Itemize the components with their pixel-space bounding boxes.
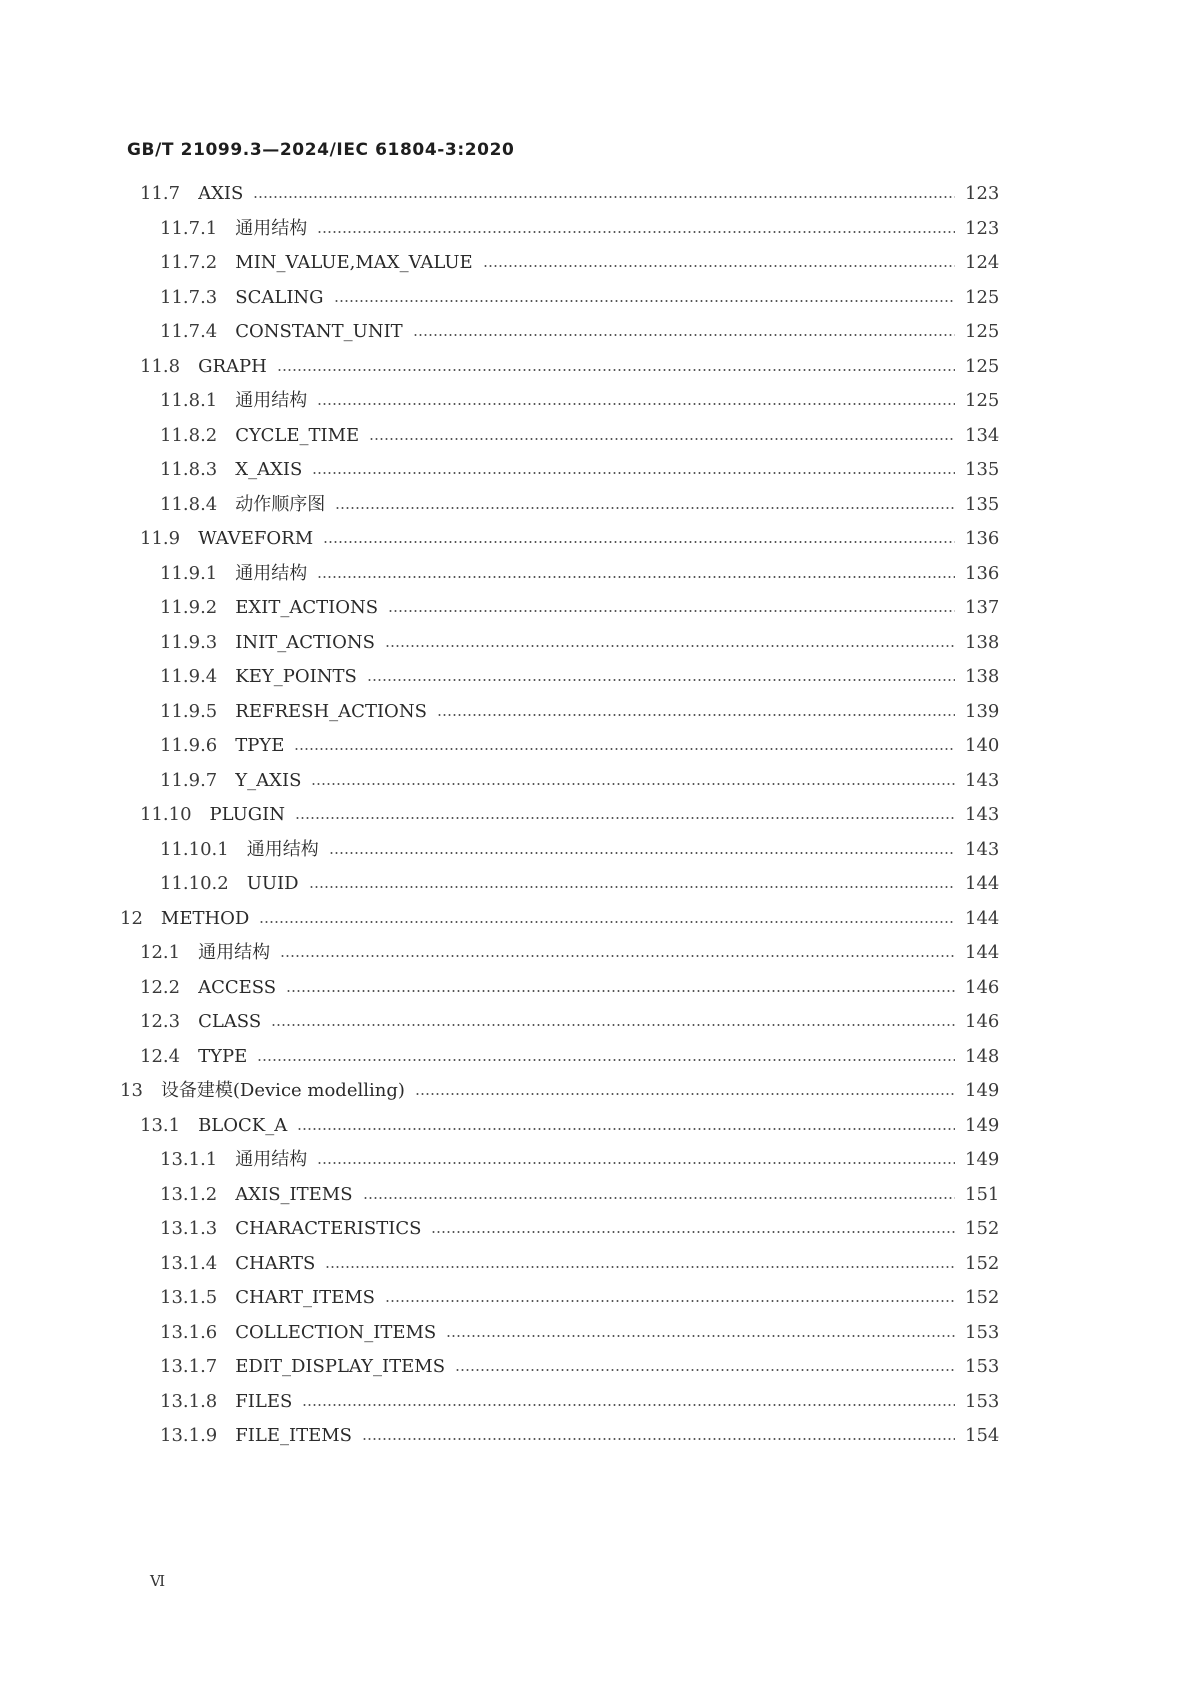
toc-dot-leader — [257, 1059, 955, 1061]
toc-entry[interactable] — [140, 521, 1000, 557]
toc-entry-number: 11.9 — [140, 528, 181, 549]
toc-entry-number: 11.9.5 — [160, 700, 218, 722]
toc-entry-title: MIN_VALUE,MAX_VALUE — [235, 252, 473, 273]
toc-entry-title: 通用结构 — [235, 217, 308, 239]
toc-entry-page: 125 — [965, 321, 1000, 342]
toc-dot-leader — [325, 1266, 955, 1268]
toc-entry[interactable] — [160, 452, 1000, 488]
toc-entry[interactable] — [120, 901, 1000, 937]
toc-dot-leader — [286, 990, 955, 992]
toc-entry-number: 13.1.1 — [160, 1149, 218, 1170]
toc-entry-title: 通用结构 — [246, 838, 319, 860]
toc-entry[interactable] — [160, 763, 1000, 799]
toc-entry-number: 13.1.7 — [160, 1356, 218, 1377]
toc-entry-title: X_AXIS — [235, 459, 303, 480]
toc-dot-leader — [317, 403, 955, 405]
toc-entry-title: AXIS — [198, 183, 244, 204]
toc-entry-number: 11.7.3 — [160, 286, 218, 308]
toc-dot-leader — [280, 955, 955, 957]
toc-entry[interactable] — [160, 314, 1000, 350]
toc-dot-leader — [271, 1024, 955, 1026]
toc-dot-leader — [385, 645, 955, 647]
toc-entry-number: 11.7.2 — [160, 252, 218, 273]
toc-entry[interactable] — [160, 1315, 1000, 1351]
toc-entry-page: 136 — [965, 528, 1000, 549]
toc-entry-page: 149 — [965, 1114, 1000, 1136]
toc-entry-number: 13.1.9 — [160, 1425, 218, 1446]
toc-entry-number: 11.9.1 — [160, 562, 218, 584]
toc-entry-title: EXIT_ACTIONS — [235, 597, 379, 618]
toc-entry-page: 143 — [965, 769, 1000, 791]
toc-dot-leader — [446, 1335, 955, 1337]
toc-entry-page: 154 — [965, 1425, 1000, 1446]
toc-entry-page: 152 — [965, 1252, 1000, 1274]
toc-dot-leader — [413, 334, 955, 336]
toc-entry-number: 11.10.2 — [160, 873, 229, 894]
toc-entry-title: METHOD — [160, 907, 250, 929]
toc-entry-title: REFRESH_ACTIONS — [235, 700, 427, 722]
toc-dot-leader — [317, 231, 955, 233]
toc-entry-number: 13.1.4 — [160, 1252, 218, 1274]
toc-entry-number: 11.8.4 — [160, 493, 218, 515]
toc-dot-leader — [317, 1162, 955, 1164]
toc-entry-page: 149 — [965, 1080, 1000, 1101]
toc-dot-leader — [309, 886, 955, 888]
toc-entry-number: 12.2 — [140, 976, 181, 998]
toc-dot-leader — [369, 438, 955, 440]
toc-entry-page: 123 — [965, 217, 1000, 239]
toc-entry-number: 11.8.3 — [160, 459, 218, 480]
toc-entry-title: CHARACTERISTICS — [235, 1218, 422, 1239]
toc-dot-leader — [311, 783, 955, 785]
toc-entry-page: 149 — [965, 1149, 1000, 1170]
toc-entry-number: 12.1 — [140, 942, 181, 963]
toc-entry-title: CLASS — [198, 1011, 262, 1032]
toc-entry-title: FILE_ITEMS — [235, 1425, 352, 1446]
toc-entry-number: 11.9.2 — [160, 597, 218, 618]
toc-entry-title: 通用结构 — [235, 390, 308, 411]
toc-entry[interactable] — [160, 1418, 1000, 1454]
toc-entry-page: 152 — [965, 1218, 1000, 1239]
toc-entry[interactable] — [160, 211, 1000, 247]
toc-entry[interactable] — [140, 176, 1000, 212]
toc-entry[interactable] — [140, 1004, 1000, 1040]
toc-entry[interactable] — [160, 1280, 1000, 1316]
toc-entry-number: 13.1.8 — [160, 1390, 218, 1412]
toc-entry-number: 13.1.3 — [160, 1218, 218, 1239]
toc-dot-leader — [294, 748, 955, 750]
toc-entry-title: INIT_ACTIONS — [235, 631, 375, 653]
toc-entry-page: 146 — [965, 976, 1000, 998]
toc-entry[interactable] — [160, 694, 1000, 730]
toc-entry-page: 144 — [965, 907, 1000, 929]
toc-entry-number: 11.8 — [140, 355, 181, 377]
toc-dot-leader — [253, 196, 955, 198]
toc-dot-leader — [363, 1197, 955, 1199]
toc-entry[interactable] — [120, 1073, 1000, 1109]
toc-entry-page: 125 — [965, 355, 1000, 377]
toc-dot-leader — [388, 610, 955, 612]
toc-entry-page: 134 — [965, 424, 1000, 446]
toc-dot-leader — [437, 714, 955, 716]
toc-entry[interactable] — [160, 659, 1000, 695]
toc-dot-leader — [277, 369, 955, 371]
toc-dot-leader — [415, 1093, 955, 1095]
toc-entry-page: 153 — [965, 1321, 1000, 1343]
toc-entry-title: GRAPH — [198, 355, 267, 377]
toc-entry-title: WAVEFORM — [198, 528, 314, 549]
toc-entry-number: 13.1 — [140, 1114, 181, 1136]
toc-dot-leader — [302, 1404, 955, 1406]
toc-entry-page: 144 — [965, 942, 1000, 963]
toc-entry[interactable] — [160, 866, 1000, 902]
toc-entry-title: 动作顺序图 — [235, 493, 326, 515]
toc-entry-page: 125 — [965, 390, 1000, 411]
toc-dot-leader — [312, 472, 955, 474]
toc-entry-page: 135 — [965, 459, 1000, 480]
toc-entry-page: 137 — [965, 597, 1000, 618]
toc-entry-title: 通用结构 — [235, 562, 308, 584]
toc-entry[interactable] — [160, 1384, 1000, 1420]
toc-entry-title: CHART_ITEMS — [235, 1287, 375, 1308]
toc-entry-page: 139 — [965, 700, 1000, 722]
toc-entry-page: 144 — [965, 873, 1000, 894]
toc-entry[interactable] — [160, 1211, 1000, 1247]
toc-entry-title: CYCLE_TIME — [235, 424, 360, 446]
toc-entry-title: SCALING — [235, 286, 324, 308]
toc-entry-number: 11.8.2 — [160, 424, 218, 446]
toc-dot-leader — [431, 1231, 955, 1233]
toc-entry[interactable] — [160, 487, 1000, 523]
toc-entry[interactable] — [160, 590, 1000, 626]
toc-entry[interactable] — [160, 832, 1000, 868]
toc-entry[interactable] — [160, 418, 1000, 454]
toc-entry-title: BLOCK_A — [198, 1114, 288, 1136]
toc-entry-number: 11.10.1 — [160, 838, 229, 860]
toc-entry-number: 11.8.1 — [160, 390, 218, 411]
toc-entry-title: ACCESS — [198, 976, 277, 998]
toc-entry-number: 11.9.7 — [160, 769, 218, 791]
toc-entry-title: PLUGIN — [209, 804, 286, 825]
toc-entry[interactable] — [140, 1108, 1000, 1144]
toc-entry-number: 13 — [120, 1080, 143, 1101]
toc-entry[interactable] — [160, 1349, 1000, 1385]
toc-dot-leader — [483, 265, 955, 267]
toc-entry-title: TPYE — [235, 735, 285, 756]
toc-entry-title: Y_AXIS — [235, 769, 302, 791]
toc-dot-leader — [323, 541, 955, 543]
toc-entry-page: 136 — [965, 562, 1000, 584]
toc-entry[interactable] — [160, 383, 1000, 419]
toc-entry-title: EDIT_DISPLAY_ITEMS — [235, 1356, 446, 1377]
toc-entry-title: 设备建模(Device modelling) — [160, 1080, 405, 1101]
toc-entry-page: 124 — [965, 252, 1000, 273]
toc-dot-leader — [329, 852, 955, 854]
toc-entry[interactable] — [160, 1177, 1000, 1213]
toc-entry-page: 146 — [965, 1011, 1000, 1032]
toc-entry-title: KEY_POINTS — [235, 666, 357, 687]
toc-entry-page: 135 — [965, 493, 1000, 515]
toc-dot-leader — [455, 1369, 955, 1371]
toc-entry-page: 151 — [965, 1183, 1000, 1205]
toc-dot-leader — [259, 921, 955, 923]
toc-entry-title: CONSTANT_UNIT — [235, 321, 403, 342]
toc-entry[interactable] — [140, 1039, 1000, 1075]
toc-entry[interactable] — [140, 349, 1000, 385]
toc-entry-title: CHARTS — [235, 1252, 316, 1274]
toc-entry-title: 通用结构 — [198, 942, 271, 963]
toc-entry-title: AXIS_ITEMS — [235, 1183, 353, 1205]
toc-entry-title: COLLECTION_ITEMS — [235, 1321, 437, 1343]
toc-dot-leader — [362, 1438, 955, 1440]
toc-entry[interactable] — [160, 556, 1000, 592]
toc-entry-title: 通用结构 — [235, 1149, 308, 1170]
toc-entry-page: 138 — [965, 631, 1000, 653]
toc-entry-number: 12.4 — [140, 1045, 181, 1067]
toc-entry-number: 12.3 — [140, 1011, 181, 1032]
toc-dot-leader — [297, 1128, 955, 1130]
toc-entry-page: 143 — [965, 838, 1000, 860]
toc-dot-leader — [367, 679, 955, 681]
toc-entry[interactable] — [160, 280, 1000, 316]
toc-entry-page: 152 — [965, 1287, 1000, 1308]
toc-entry-number: 11.7.4 — [160, 321, 218, 342]
toc-entry-page: 148 — [965, 1045, 1000, 1067]
toc-entry-page: 138 — [965, 666, 1000, 687]
toc-entry[interactable] — [160, 625, 1000, 661]
document-standard-id: GB/T 21099.3—2024/IEC 61804-3:2020 — [127, 140, 515, 160]
toc-entry-number: 13.1.5 — [160, 1287, 218, 1308]
toc-entry-page: 153 — [965, 1390, 1000, 1412]
toc-dot-leader — [295, 817, 955, 819]
toc-entry-title: TYPE — [198, 1045, 248, 1067]
toc-entry[interactable] — [160, 1142, 1000, 1178]
toc-dot-leader — [334, 300, 955, 302]
toc-dot-leader — [317, 576, 955, 578]
page-number: Ⅵ — [150, 1572, 166, 1590]
toc-entry-number: 11.10 — [140, 804, 192, 825]
toc-entry[interactable] — [160, 728, 1000, 764]
toc-entry-page: 140 — [965, 735, 1000, 756]
toc-entry-number: 13.1.6 — [160, 1321, 218, 1343]
toc-entry-page: 125 — [965, 286, 1000, 308]
toc-entry-number: 11.9.3 — [160, 631, 218, 653]
toc-entry[interactable] — [140, 797, 1000, 833]
toc-entry-title: UUID — [246, 873, 299, 894]
toc-entry[interactable] — [140, 935, 1000, 971]
toc-entry-number: 11.7 — [140, 183, 181, 204]
toc-entry-number: 11.9.6 — [160, 735, 218, 756]
toc-entry-page: 153 — [965, 1356, 1000, 1377]
toc-dot-leader — [335, 507, 955, 509]
toc-entry-title: FILES — [235, 1390, 293, 1412]
toc-entry-number: 12 — [120, 907, 143, 929]
toc-entry[interactable] — [140, 970, 1000, 1006]
toc-entry-number: 11.9.4 — [160, 666, 218, 687]
toc-dot-leader — [385, 1300, 955, 1302]
toc-entry-page: 143 — [965, 804, 1000, 825]
toc-entry[interactable] — [160, 245, 1000, 281]
toc-entry-page: 123 — [965, 183, 1000, 204]
toc-entry-number: 11.7.1 — [160, 217, 218, 239]
toc-entry[interactable] — [160, 1246, 1000, 1282]
toc-entry-number: 13.1.2 — [160, 1183, 218, 1205]
